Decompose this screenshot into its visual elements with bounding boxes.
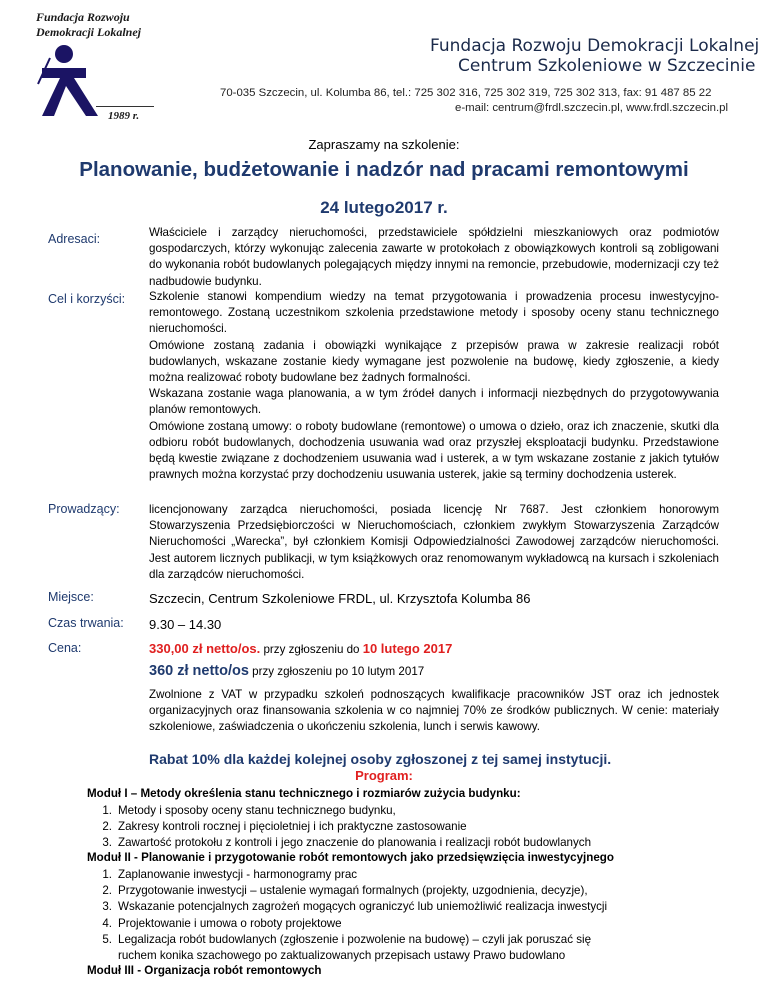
center-name: Centrum Szkoleniowe w Szczecinie	[458, 56, 756, 76]
duration-text: 9.30 – 14.30	[149, 617, 222, 632]
logo-year: 1989 r.	[108, 110, 140, 122]
price-early-mid: przy zgłoszeniu do	[260, 643, 363, 656]
label-trainer: Prowadzący:	[48, 502, 120, 516]
list-item: 1. Zaplanowanie inwestycji - harmonogramy prac	[102, 868, 358, 881]
price-late-text: przy zgłoszeniu po 10 lutym 2017	[248, 665, 425, 678]
list-item: 4. Projektowanie i umowa o roboty projektowe	[102, 916, 342, 930]
goal-paragraph: Omówione zostaną zadania i obowiązki wynikające z przepisów prawa w zakresie realizacji robót budowlanych, wskazane zostanie kiedy wymagane jest pozwolenie na budowę, kiedy zgłoszenie, a kiedy można realizować roboty budowlane bez żadnych formalności.	[149, 338, 719, 385]
module-1-list	[87, 803, 591, 852]
list-item: 2. Zakresy kontroli rocznej i pięcioletniej i ich praktyczne zastosowanie	[102, 820, 467, 834]
goal-paragraph: Szkolenie stanowi kompendium wiedzy na temat przygotowania i prowadzenia procesu inwestycyjno-remontowego. Zostaną uczestnikom szkolenia przedstawione metody i sposoby oceny stanu technicznego nieruchomości.	[149, 290, 719, 336]
label-price: Cena:	[48, 641, 82, 655]
label-place: Miejsce:	[48, 590, 94, 604]
org-contact: e-mail: centrum@frdl.szczecin.pl, www.frdl.szczecin.pl	[455, 102, 728, 114]
training-title: Planowanie, budżetowanie i nadzór nad pracami remontowymi	[79, 158, 689, 181]
training-date: 24 lutego2017 r.	[320, 198, 448, 217]
price-early	[149, 641, 452, 656]
goal-paragraph: Wskazana zostanie waga planowania, a w tym źródeł danych i informacji niezbędnych do przygotowywania planów remontowych.	[149, 387, 719, 417]
logo-line-1: Fundacja Rozwoju	[36, 10, 130, 24]
list-item: 3. Wskazanie potencjalnych zagrożeń mogących ograniczyć lub uniemożliwić realizacja inwestycji	[102, 900, 608, 914]
module-3-title: Moduł III - Organizacja robót remontowych	[87, 964, 322, 977]
list-item: 2. Przygotowanie inwestycji – ustalenie wymagań formalnych (projekty, uzgodnienia, decyzje),	[102, 884, 588, 898]
list-item-continuation: ruchem konika szachowego po zaktualizowanych przepisach ustawy Prawo budowlano	[118, 949, 566, 963]
goal-paragraph: Omówione zostaną umowy: o roboty budowlane (remontowe) o umowa o dzieło, oraz ich znaczenie, skutki dla odbioru robót budowlanych, dochodzenia usuwania wad oraz przyszłej eksploatacji budynku. Przedstawione będą kwestie związane z dochodzeniem usuwania wad i usterek, a w tym wskazane zostanie z jakich tytułów prawnych można korzystać przy dochodzeniu usuwania usterek, jakie są terminy dochodzenia usterek.	[149, 419, 719, 482]
list-item: 3. Zawartość protokołu z kontroli i jego znaczenie do planowania i realizacji robót budowlanych	[102, 836, 592, 850]
discount-text: Rabat 10% dla każdej kolejnej osoby zgłoszonej z tej samej instytucji.	[149, 751, 612, 767]
price-early-deadline: 10 lutego 2017	[362, 641, 453, 656]
module-2-list	[87, 867, 607, 964]
price-late	[149, 663, 424, 679]
place-text: Szczecin, Centrum Szkoleniowe FRDL, ul. Krzysztofa Kolumba 86	[149, 591, 531, 606]
list-item: 1. Metody i sposoby oceny stanu technicznego budynku,	[102, 804, 396, 817]
logo	[36, 10, 156, 120]
label-goal: Cel i korzyści:	[48, 292, 126, 306]
vat-note: Zwolnione z VAT w przypadku szkoleń podnoszących kwalifikacje pracowników JST oraz ich jednostek organizacyjnych oraz finansowania szkolenia w co najmniej 70% ze środków publicznych. W cenie: materiały szkoleniowe, zaświadczenia o ukończeniu szkolenia, lunch i serwis kawowy.	[149, 688, 719, 734]
org-address: 70-035 Szczecin, ul. Kolumba 86, tel.: 725 302 316, 725 302 319, 725 302 313, fax: 91 487 85 22	[220, 87, 712, 99]
invite-text: Zapraszamy na szkolenie:	[308, 137, 460, 152]
trainer-text: licencjonowany zarządca nieruchomości, posiada licencję Nr 7687. Jest członkiem honorowym Stowarzyszenia Przedsiębiorczości w Nieruchomościach, członkiem zwykłym Stowarzyszenia Zarządców Nieruchomości „Warecka”, był członkiem Komisji Odpowiedzialności Zawodowej zarządców nieruchomości. Jest autorem licznych publikacji, w tym książkowych oraz renomowanym wykładowcą na kursach i szkoleniach dla zarządców nieruchomości.	[149, 503, 719, 581]
goal-text	[149, 289, 719, 483]
price-late-amount: 360 zł netto/os	[149, 663, 249, 679]
addressees-text: Właściciele i zarządcy nieruchomości, przedstawiciele spółdzielni mieszkaniowych oraz podmiotów gospodarczych, którzy wykonując zalecenia zawarte w protokołach z obowiązkowych kontroli są zobligowani do wykonania robót budowlanych polegających między innymi na remoncie, przebudowie, modernizacji czy też nadbudowie budynku.	[149, 226, 719, 288]
logo-divider	[96, 106, 154, 107]
module-1-title: Moduł I – Metody określenia stanu technicznego i rozmiarów zużycia budynku:	[87, 787, 521, 800]
org-name: Fundacja Rozwoju Demokracji Lokalnej	[430, 36, 760, 56]
label-addressees: Adresaci:	[48, 232, 101, 246]
price-early-amount: 330,00 zł netto/os.	[149, 641, 261, 656]
label-duration: Czas trwania:	[48, 616, 124, 630]
person-figure-icon	[36, 44, 116, 122]
logo-line-2: Demokracji Lokalnej	[36, 25, 141, 39]
list-item: 5. Legalizacja robót budowlanych (zgłoszenie i pozwolenie na budowę) – czyli jak poruszać się	[102, 932, 592, 946]
program-heading: Program:	[355, 768, 413, 783]
module-2-title: Moduł II - Planowanie i przygotowanie robót remontowych jako przedsięwzięcia inwestycyjnego	[87, 851, 614, 864]
